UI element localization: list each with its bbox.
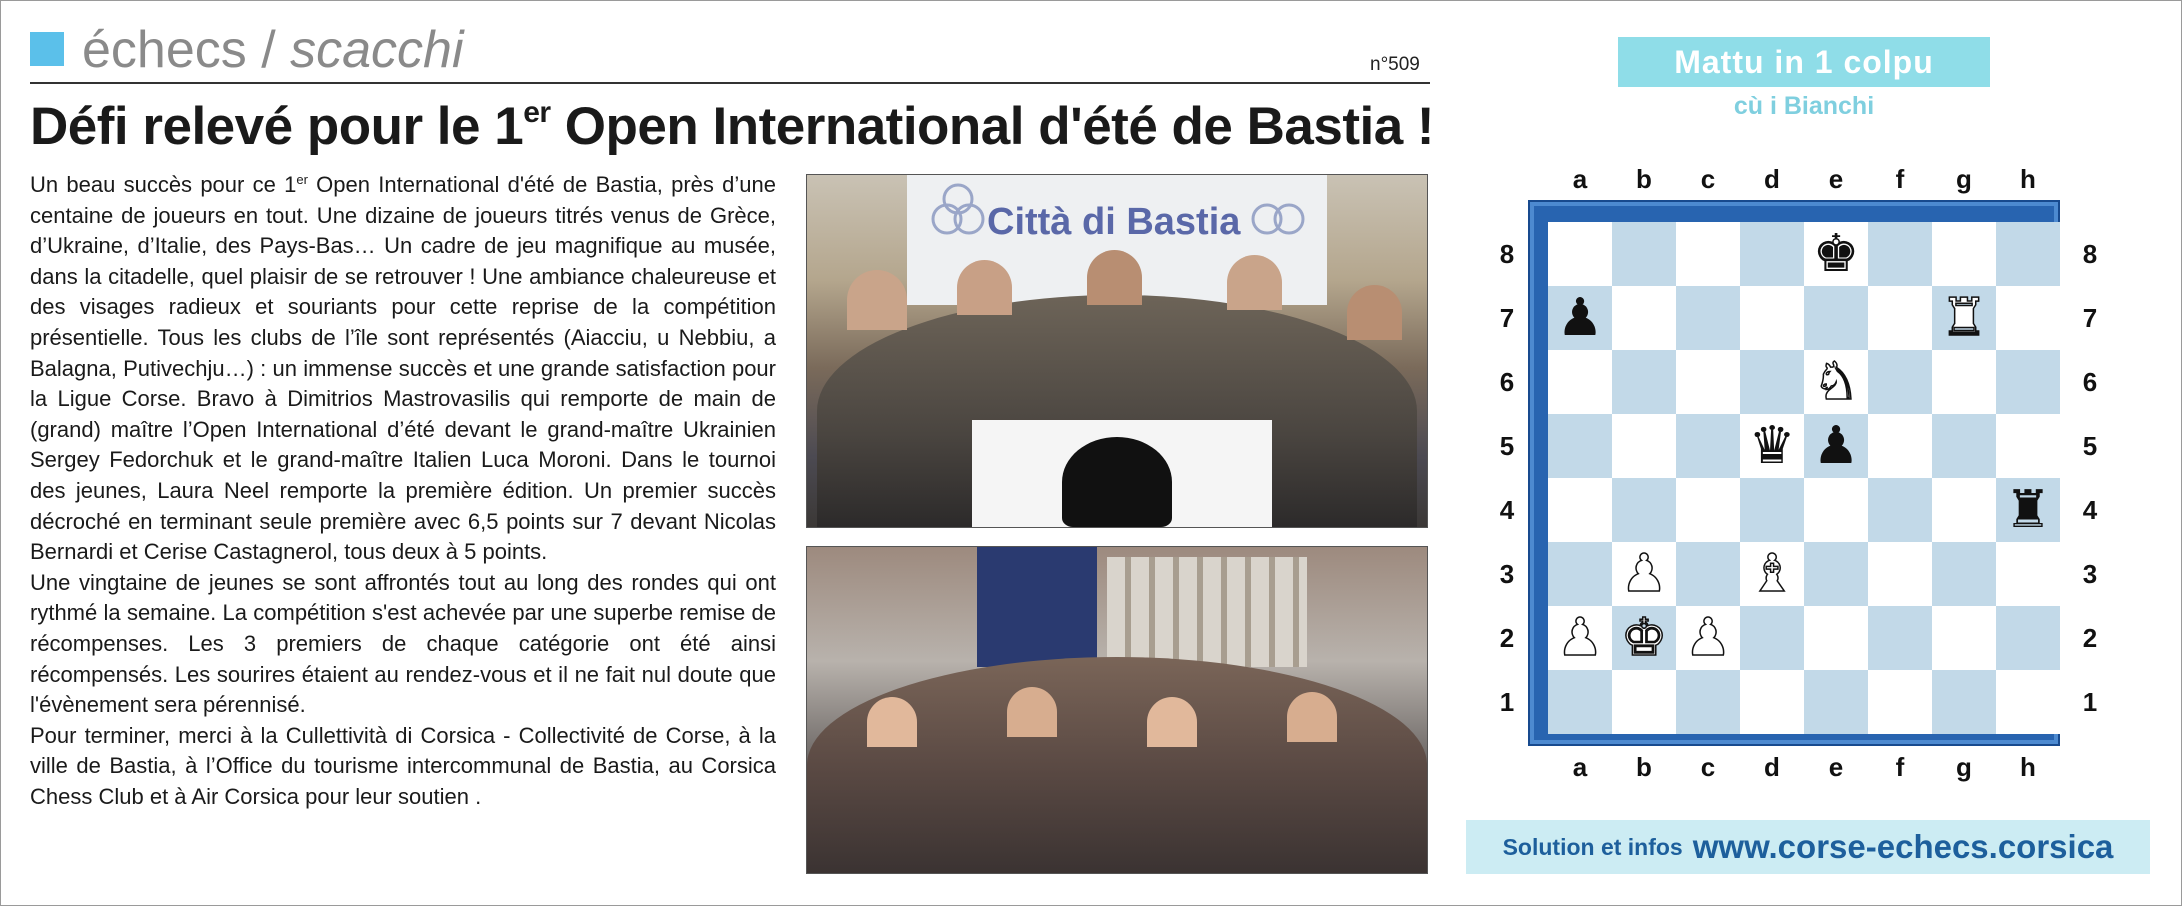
file-label-h: h — [2020, 164, 2036, 194]
square-f4 — [1868, 478, 1932, 542]
section-header — [30, 18, 1430, 82]
section-title-separator: / — [246, 21, 291, 79]
square-a3 — [1548, 542, 1612, 606]
white-king-icon: ♚ — [1620, 608, 1668, 668]
file-label-b: b — [1636, 752, 1652, 782]
article-body — [30, 170, 776, 812]
square-d7 — [1740, 286, 1804, 350]
square-d6 — [1740, 350, 1804, 414]
square-e2 — [1804, 606, 1868, 670]
rank-labels-right — [2075, 222, 2105, 734]
white-pawn-icon: ♟ — [1620, 544, 1668, 604]
black-king-icon: ♚ — [1812, 224, 1860, 284]
section-title — [82, 18, 464, 82]
square-e4 — [1804, 478, 1868, 542]
file-label-b: b — [1636, 164, 1652, 194]
square-g5 — [1932, 414, 1996, 478]
puzzle-subtitle: cù i Bianchi — [1733, 92, 1875, 120]
file-labels-top — [1548, 164, 2060, 195]
rank-label-3: 3 — [2082, 559, 2098, 589]
square-d2 — [1740, 606, 1804, 670]
square-d5 — [1740, 414, 1804, 478]
square-h5 — [1996, 414, 2060, 478]
square-c1 — [1676, 670, 1740, 734]
paragraph-1-superscript: er — [296, 172, 308, 187]
article-paragraph-1 — [30, 170, 776, 568]
rank-label-7: 7 — [2082, 303, 2098, 333]
square-a8 — [1548, 222, 1612, 286]
child-head — [1007, 687, 1057, 737]
rank-label-5: 5 — [1499, 431, 1515, 461]
banner-text: Città di Bastia — [987, 201, 1241, 243]
black-rook-icon: ♜ — [2004, 480, 2052, 540]
square-b2 — [1612, 606, 1676, 670]
rank-label-4: 4 — [2082, 495, 2098, 525]
square-a1 — [1548, 670, 1612, 734]
square-b1 — [1612, 670, 1676, 734]
square-d8 — [1740, 222, 1804, 286]
file-label-f: f — [1895, 752, 1905, 782]
square-f1 — [1868, 670, 1932, 734]
square-a4 — [1548, 478, 1612, 542]
square-f7 — [1868, 286, 1932, 350]
header-divider — [30, 82, 1430, 84]
square-g4 — [1932, 478, 1996, 542]
square-h6 — [1996, 350, 2060, 414]
white-bishop-icon: ♝ — [1748, 544, 1796, 604]
square-b7 — [1612, 286, 1676, 350]
child-head — [867, 697, 917, 747]
rank-label-1: 1 — [2082, 687, 2098, 717]
square-b8 — [1612, 222, 1676, 286]
square-h7 — [1996, 286, 2060, 350]
paragraph-1-start: Un beau succès pour ce 1 — [30, 172, 297, 197]
square-a2 — [1548, 606, 1612, 670]
file-label-c: c — [1700, 164, 1716, 194]
square-e8 — [1804, 222, 1868, 286]
square-b3 — [1612, 542, 1676, 606]
square-c4 — [1676, 478, 1740, 542]
player-head — [1227, 255, 1282, 310]
rank-label-7: 7 — [1499, 303, 1515, 333]
solution-label: Solution et infos — [1502, 833, 1683, 860]
square-f5 — [1868, 414, 1932, 478]
square-h3 — [1996, 542, 2060, 606]
square-c7 — [1676, 286, 1740, 350]
white-pawn-icon: ♟ — [1556, 608, 1604, 668]
chessboard — [1548, 222, 2060, 734]
headline-superscript: er — [523, 96, 551, 129]
file-label-c: c — [1700, 752, 1716, 782]
white-pawn-icon: ♟ — [1684, 608, 1732, 668]
solution-footer — [1466, 820, 2150, 874]
square-e3 — [1804, 542, 1868, 606]
file-label-a: a — [1572, 164, 1588, 194]
file-label-h: h — [2020, 752, 2036, 782]
rank-label-5: 5 — [2082, 431, 2098, 461]
article-paragraph-3: Pour terminer, merci à la Cullettività di Corsica - Collectivité de Corse, à la ville de Bastia, à l’Office du tourisme intercommunal de Bastia, au Corsica Chess Club et à Air Corsica pour leur soutien . — [30, 722, 776, 809]
square-d4 — [1740, 478, 1804, 542]
file-label-d: d — [1764, 164, 1780, 194]
file-label-g: g — [1956, 752, 1972, 782]
square-b6 — [1612, 350, 1676, 414]
rank-label-3: 3 — [1499, 559, 1515, 589]
white-knight-icon: ♞ — [1812, 352, 1860, 412]
black-queen-icon: ♛ — [1748, 416, 1796, 476]
square-c3 — [1676, 542, 1740, 606]
rank-label-8: 8 — [2082, 239, 2098, 269]
section-marker-square — [30, 32, 64, 66]
square-f2 — [1868, 606, 1932, 670]
article-paragraph-2: Une vingtaine de jeunes se sont affrontés tout au long des rondes qui ont rythmé la semaine. La compétition s'est achevée par une superbe remise de récompenses. Les 3 premiers de chaque catégorie ont été ainsi récompensés. Les sourires étaient au rendez-vous et il ne fait nul doute que l'évènement sera pérennisé. — [30, 569, 776, 718]
square-b5 — [1612, 414, 1676, 478]
photo-group-players — [806, 174, 1428, 528]
square-a6 — [1548, 350, 1612, 414]
rank-label-8: 8 — [1499, 239, 1515, 269]
square-e1 — [1804, 670, 1868, 734]
child-head — [1147, 697, 1197, 747]
trophy-shelf — [1107, 557, 1307, 667]
black-pawn-icon: ♟ — [1812, 416, 1860, 476]
square-a7 — [1548, 286, 1612, 350]
square-g1 — [1932, 670, 1996, 734]
square-f8 — [1868, 222, 1932, 286]
file-label-f: f — [1895, 164, 1905, 194]
issue-number: n°509 — [1370, 54, 1420, 75]
section-title-co: scacchi — [290, 21, 464, 79]
square-c8 — [1676, 222, 1740, 286]
player-head — [1347, 285, 1402, 340]
rank-label-6: 6 — [2082, 367, 2098, 397]
rank-labels-left — [1492, 222, 1522, 734]
square-g3 — [1932, 542, 1996, 606]
player-head — [847, 270, 907, 330]
square-d3 — [1740, 542, 1804, 606]
file-labels-bottom — [1548, 752, 2060, 783]
file-label-g: g — [1956, 164, 1972, 194]
square-h1 — [1996, 670, 2060, 734]
file-label-e: e — [1828, 164, 1844, 194]
child-head — [1287, 692, 1337, 742]
black-pawn-icon: ♟ — [1556, 288, 1604, 348]
file-label-d: d — [1764, 752, 1780, 782]
player-head — [957, 260, 1012, 315]
square-g8 — [1932, 222, 1996, 286]
rank-label-6: 6 — [1499, 367, 1515, 397]
square-c6 — [1676, 350, 1740, 414]
player-head — [1087, 250, 1142, 305]
file-label-e: e — [1828, 752, 1844, 782]
file-label-a: a — [1572, 752, 1588, 782]
paragraph-1-rest: Open International d'été de Bastia, près d’une centaine de joueurs en tout. Une dizaine de joueurs titrés venus de Grèce, d’Ukraine, d’Italie, des Pays-Bas… Un cadre de jeu magnifique au musée, dans la citadelle, quel plaisir de se retrouver ! Une ambiance chaleureuse et des visages radieux et souriants pour cette reprise de la compétition présentielle. Tous les clubs de l’île sont représentés (Aiacciu, u Nebbiu, a Balagna, Putivechju…) : un immense succès et une grande satisfaction pour la Ligue Corse. Bravo à Dimitrios Mastrovasilis qui remporte de main de (grand) maître l’Open International d’été devant le grand-maître Ukrainien Sergey Fedorchuk et le grand-maître Italien Luca Moroni. Dans le tournoi des jeunes, Laura Neel remporte la première édition. Un premier succès décroché en terminant seule première avec 6,5 points sur 7 devant Nicolas Bernardi et Cerise Castagnerol, tous deux à 5 points. — [30, 172, 776, 565]
moor-head-flag — [1062, 437, 1172, 527]
square-h4 — [1996, 478, 2060, 542]
solution-link[interactable]: www.corse-echecs.corsica — [1692, 828, 2114, 865]
rank-label-1: 1 — [1499, 687, 1515, 717]
photo-youth-prizegiving — [806, 546, 1428, 874]
white-rook-icon: ♜ — [1940, 288, 1988, 348]
square-d1 — [1740, 670, 1804, 734]
youth-crowd — [807, 657, 1427, 873]
square-e6 — [1804, 350, 1868, 414]
rank-label-2: 2 — [2082, 623, 2098, 653]
square-c2 — [1676, 606, 1740, 670]
square-b4 — [1612, 478, 1676, 542]
square-g7 — [1932, 286, 1996, 350]
square-e5 — [1804, 414, 1868, 478]
section-title-fr: échecs — [82, 21, 247, 79]
headline-part-2: Open International d'été de Bastia ! — [550, 97, 1435, 156]
article-headline — [30, 92, 1450, 162]
rank-label-4: 4 — [1499, 495, 1515, 525]
square-g6 — [1932, 350, 1996, 414]
headline-part-1: Défi relevé pour le 1 — [30, 97, 524, 156]
square-h8 — [1996, 222, 2060, 286]
square-g2 — [1932, 606, 1996, 670]
poster — [977, 547, 1097, 667]
puzzle-title: Mattu in 1 colpu — [1618, 37, 1990, 87]
rank-label-2: 2 — [1499, 623, 1515, 653]
square-f6 — [1868, 350, 1932, 414]
square-h2 — [1996, 606, 2060, 670]
square-e7 — [1804, 286, 1868, 350]
square-f3 — [1868, 542, 1932, 606]
square-c5 — [1676, 414, 1740, 478]
square-a5 — [1548, 414, 1612, 478]
